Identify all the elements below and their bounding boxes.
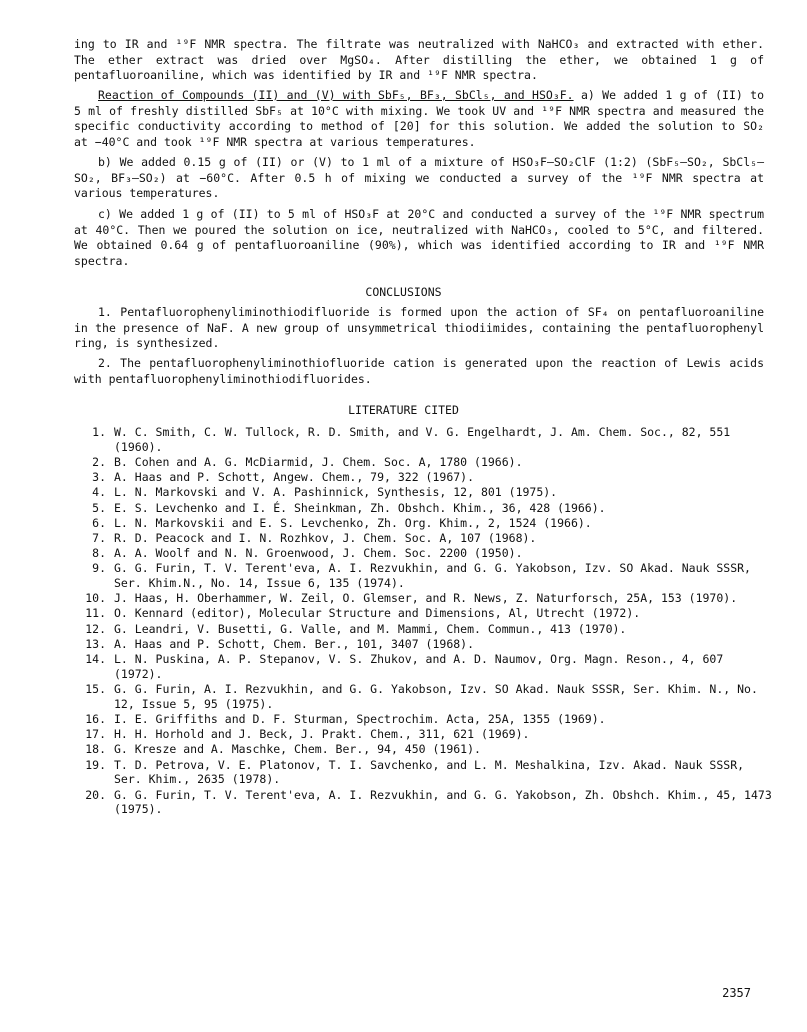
reference-text: A. Haas and P. Schott, Angew. Chem., 79, 322 (1967). [114,470,475,485]
reference-number: 20. [85,787,106,802]
literature-heading: LITERATURE CITED [348,403,459,417]
reference-number: 6. [92,515,106,530]
reference-number: 16. [85,712,106,726]
reference-text: R. D. Peacock and I. N. Rozhkov, J. Chem. Soc. A, 107 (1968). [114,530,537,545]
reference-number: 9. [92,561,106,576]
reference-number: 13. [85,636,106,651]
reference-number: 17. [85,727,106,742]
body-paragraph-2 [74,88,764,150]
body-paragraph-1: ing to IR and ¹⁹F NMR spectra. The filtrate was neutralized with NaHCO₃ and extracted with ether. The ether extract was dried over MgSO₄. After distilling the ether, we obtained 1 g of pentafluoroaniline, which was identified by IR and ¹⁹F NMR spectra. [74,37,764,82]
reference-text: T. D. Petrova, V. E. Platonov, T. I. Savchenko, and L. M. Meshalkina, Izv. Akad. Nauk SSSR, Ser. Khim., 2635 (1978). [114,757,745,787]
section-heading-reaction: Reaction of Compounds (II) and (V) with SbF₅, BF₃, SbCl₅, and HSO₃F. [98,88,574,102]
reference-text: E. S. Levchenko and I. É. Sheinkman, Zh. Obshch. Khim., 36, 428 (1966). [114,500,606,515]
reference-item [74,742,774,757]
reference-number: 2. [92,454,106,469]
reference-item [74,516,774,531]
reference-item [74,591,774,606]
reference-number: 1. [92,425,106,439]
reference-text: G. G. Furin, A. I. Rezvukhin, and G. G. Yakobson, Izv. SO Akad. Nauk SSSR, Ser. Khim. N., No. 12, Issue 5, 95 (1975). [114,682,758,711]
reference-number: 10. [85,591,106,606]
reference-text: O. Kennard (editor), Molecular Structure and Dimensions, Al, Utrecht (1972). [114,606,641,621]
conclusions-heading: CONCLUSIONS [365,285,442,299]
reference-text: I. E. Griffiths and D. F. Sturman, Spectrochim. Acta, 25A, 1355 (1969). [114,712,606,726]
conclusion-1: 1. Pentafluorophenyliminothiodifluoride is formed upon the action of SF₄ on pentafluoroaniline in the presence of NaF. A new group of unsymmetrical thiodiimides, containing the pentafluorophenyl ring, is synthesized. [74,305,764,350]
reference-text: L. N. Markovski and V. A. Pashinnick, Synthesis, 12, 801 (1975). [114,485,558,500]
reference-item [74,531,774,546]
reference-number: 12. [85,621,106,636]
reference-number: 18. [85,742,106,757]
page-number: 2357 [722,986,751,1000]
body-paragraph-3: b) We added 0.15 g of (II) or (V) to 1 ml of a mixture of HSO₃F–SO₂ClF (1:2) (SbF₅–SO₂, SbCl₅–SO₂, BF₃–SO₂) at −60°C. After 0.5 h of mixing we conducted a survey of the ¹⁹F NMR spectra at various temperatures. [74,155,764,200]
reference-text: G. G. Furin, T. V. Terent'eva, A. I. Rezvukhin, and G. G. Yakobson, Zh. Obshch. Khim., 45, 1473 (1975). [114,787,772,817]
reference-item [74,622,774,637]
body-paragraph-4: c) We added 1 g of (II) to 5 ml of HSO₃F at 20°C and conducted a survey of the ¹⁹F NMR spectrum at 40°C. Then we poured the solution on ice, neutralized with NaHCO₃, cooled to 5°C, and filtered. We obtained 0.64 g of pentafluoroaniline (90%), which was identified according to IR and ¹⁹F NMR spectra. [74,207,764,268]
reference-text: L. N. Puskina, A. P. Stepanov, V. S. Zhukov, and A. D. Naumov, Org. Magn. Reson., 4, 607 (1972). [114,652,724,681]
reference-item [74,425,774,455]
reference-item [74,606,774,621]
reference-item [74,546,774,561]
reference-item [74,470,774,485]
reference-text: B. Cohen and A. G. McDiarmid, J. Chem. Soc. A, 1780 (1966). [114,454,523,469]
reference-number: 19. [85,757,106,772]
reference-text: W. C. Smith, C. W. Tullock, R. D. Smith, and V. G. Engelhardt, J. Am. Chem. Soc., 82, 551 (1960). [114,425,731,454]
reference-text: G. Kresze and A. Maschke, Chem. Ber., 94, 450 (1961). [114,742,481,757]
reference-number: 3. [92,470,106,485]
reference-item [74,652,774,682]
reference-item [74,758,774,788]
reference-item [74,637,774,652]
reference-item [74,727,774,742]
reference-text: A. Haas and P. Schott, Chem. Ber., 101, 3407 (1968). [114,636,475,651]
reference-text: G. Leandri, V. Busetti, G. Valle, and M. Mammi, Chem. Commun., 413 (1970). [114,621,627,636]
reference-item [74,712,774,727]
reference-item [74,485,774,500]
reference-item [74,501,774,516]
reference-number: 11. [85,606,106,621]
reference-text: A. A. Woolf and N. N. Groenwood, J. Chem. Soc. 2200 (1950). [114,546,523,561]
reference-list [74,425,774,818]
reference-number: 8. [92,546,106,561]
reference-text: L. N. Markovskii and E. S. Levchenko, Zh. Org. Khim., 2, 1524 (1966). [114,515,592,530]
reference-text: J. Haas, H. Oberhammer, W. Zeil, O. Glemser, and R. News, Z. Naturforsch, 25A, 153 (1970). [114,591,738,606]
reference-number: 7. [92,530,106,545]
reference-text: G. G. Furin, T. V. Terent'eva, A. I. Rezvukhin, and G. G. Yakobson, Izv. SO Akad. Nauk SSSR, Ser. Khim.N., No. 14, Issue 6, 135 (1974). [114,561,751,591]
reference-item [74,788,774,818]
reference-item [74,561,774,591]
reference-number: 14. [85,652,106,667]
reference-text: H. H. Horhold and J. Beck, J. Prakt. Chem., 311, 621 (1969). [114,727,530,742]
body-paragraph-2-text: a) We added 1 g of (II) to 5 ml of freshly distilled SbF₅ at 10°C with mixing. We took UV and ¹⁹F NMR spectra and measured the specific conductivity according to method of [20] for this solution. We added the solution to SO₂ at −40°C and took ¹⁹F NMR spectra at various temperatures. [74,88,765,149]
reference-item [74,682,774,712]
reference-number: 15. [85,682,106,697]
reference-number: 4. [92,485,106,500]
reference-item [74,455,774,470]
reference-number: 5. [92,500,106,515]
conclusion-2: 2. The pentafluorophenyliminothiofluoride cation is generated upon the reaction of Lewis acids with pentafluorophenyliminothiodifluorides. [74,356,764,386]
